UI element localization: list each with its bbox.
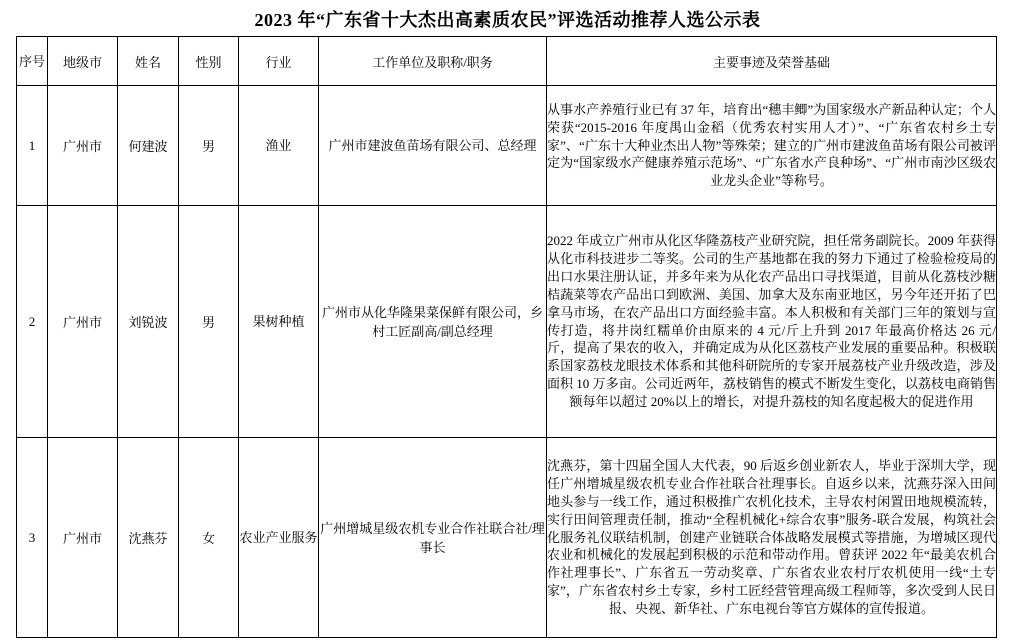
page-title: 2023 年“广东省十大杰出高素质农民”评选活动推荐人选公示表 <box>254 10 761 30</box>
cell-gender: 男 <box>179 86 239 206</box>
cell-no: 1 <box>17 86 48 206</box>
cell-city: 广州市 <box>48 438 118 638</box>
cell-work-unit: 广州增城星级农机专业合作社联合社/理事长 <box>319 438 547 638</box>
cell-deeds: 2022 年成立广州市从化区华隆荔枝产业研究院，担任常务副院长。2009 年获得从化市科技进步二等奖。公司的生产基地都在我的努力下通过了检验检疫局的出口水果注册认证，并多年来为从化农产品出口寻找渠道，目前从化荔枝沙糖桔蔬菜等农产品出口到欧洲、美国、加拿大及东南亚地区，另今年还开拓了巴拿马市场，在农产品出口方面经验丰富。本人积极和有关部门三年的策划与宣传打造，将井岗红糯单价由原来的 4 元/斤上升到 2017 年最高价格达 26 元/斤，提高了果农的收入，并确定成为从化区荔枝产业发展的重要品种。积极联系国家荔枝龙眼技术体系和其他科研院所的专家开展荔枝产业升级改造，涉及面积 10 万多亩。公司近两年，荔枝销售的模式不断发生变化，以荔枝电商销售额每年以超过 20%以上的增长，对提升荔枝的知名度起极大的促进作用 <box>547 206 997 438</box>
header-deeds: 主要事迹及荣誉基础 <box>547 37 997 86</box>
candidates-table <box>16 36 997 638</box>
cell-name: 刘锐波 <box>118 206 179 438</box>
cell-industry: 农业产业服务 <box>239 438 319 638</box>
cell-deeds: 从事水产养殖行业已有 37 年，培育出“穗丰鲫”为国家级水产新品种认定；个人荣获“2015-2016 年度禺山金稻（优秀农村实用人才）”、“广东省农村乡土专家”、“广东十大种业杰出人物”等殊荣；建立的广州市建波鱼苗场有限公司被评定为“国家级水产健康养殖示范场”、“广东省水产良种场”、“广州市南沙区级农业龙头企业”等称号。 <box>547 86 997 206</box>
header-no: 序号 <box>17 37 48 86</box>
cell-gender: 女 <box>179 438 239 638</box>
table-row <box>17 206 997 438</box>
header-row <box>17 37 997 86</box>
header-industry: 行业 <box>239 37 319 86</box>
header-city: 地级市 <box>48 37 118 86</box>
header-name: 姓名 <box>118 37 179 86</box>
cell-no: 3 <box>17 438 48 638</box>
cell-name: 何建波 <box>118 86 179 206</box>
cell-no: 2 <box>17 206 48 438</box>
table-row <box>17 438 997 638</box>
cell-name: 沈燕芬 <box>118 438 179 638</box>
cell-work-unit: 广州市从化华隆果菜保鲜有限公司，乡村工匠副高/副总经理 <box>319 206 547 438</box>
cell-gender: 男 <box>179 206 239 438</box>
header-work-unit: 工作单位及职称/职务 <box>319 37 547 86</box>
header-gender: 性别 <box>179 37 239 86</box>
cell-industry: 渔业 <box>239 86 319 206</box>
cell-city: 广州市 <box>48 206 118 438</box>
table-row <box>17 86 997 206</box>
cell-city: 广州市 <box>48 86 118 206</box>
cell-industry: 果树种植 <box>239 206 319 438</box>
cell-deeds: 沈燕芬，第十四届全国人大代表，90 后返乡创业新农人，毕业于深圳大学，现任广州增城星级农机专业合作社联合社理事长。自返乡以来，沈燕芬深入田间地头参与一线工作，通过积极推广农机化技术，主导农村闲置田地规模流转，实行田间管理责任制，推动“全程机械化+综合农事”服务-联合发展，构筑社会化服务礼仪联结机制，创建产业链联合体战略发展模式等措施，为增城区现代农业和机械化的发展起到积极的示范和带动作用。曾获评 2022 年“最美农机合作社理事长”、广东省五一劳动奖章、广东省农业农村厅农机使用一线“土专家”，广东省农村乡土专家，乡村工匠经营管理高级工程师等，多次受到人民日报、央视、新华社、广东电视台等官方媒体的宣传报道。 <box>547 438 997 638</box>
cell-work-unit: 广州市建波鱼苗场有限公司、总经理 <box>319 86 547 206</box>
